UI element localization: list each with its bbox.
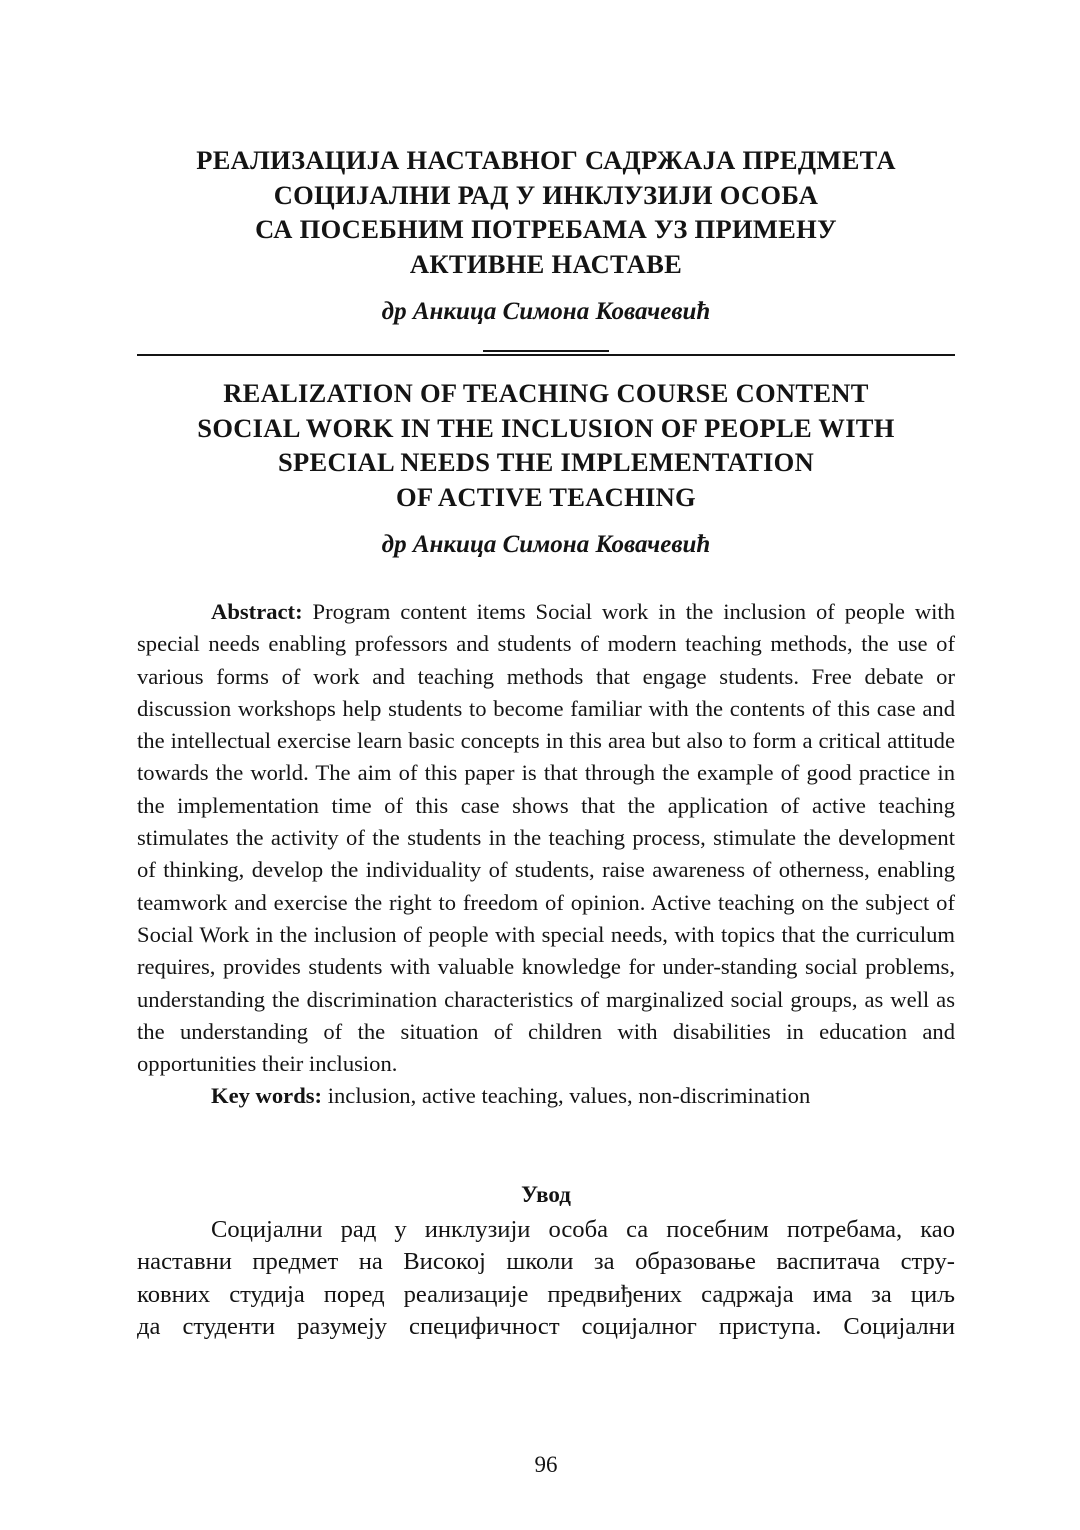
abstract-text: Program content items Social work in the inclusion of people with special needs enabling professors and students of modern teaching methods, the use of various forms of work and teaching methods that engage students. Free debate or discussion workshops help students to become familiar with the contents of this case and the intellectual exercise learn basic concepts in this area but also to form a critical attitude towards the world. The aim of this paper is that through the example of good practice in the implementation time of this case shows that the application of active teaching stimulates the activity of the students in the teaching process, stimulate the development of thinking, develop the individuality of students, raise awareness of otherness, enabling teamwork and exercise the right to freedom of opinion. Active teaching on the subject of Social Work in the inclusion of people with special needs, with topics that the curriculum requires, provides students with valuable knowledge for under-standing social problems, understanding the discrimination characteristics of marginalized social groups, as well as the understanding of the situation of children with disabilities in education and opportunities their inclusion. [137,599,955,1077]
keywords-label: Key words: [211,1083,323,1109]
abstract-section [137,596,955,1113]
intro-line: да студенти разумеју специфичност социјалног приступа. Социјални [137,1312,955,1340]
intro-paragraph [137,1214,955,1343]
abstract-paragraph [137,596,955,1080]
title-serbian-line: СОЦИЈАЛНИ РАД У ИНКЛУЗИЈИ ОСОБА [273,179,819,210]
keywords-text: inclusion, active teaching, values, non-discrimination [327,1083,811,1109]
intro-line: Социјални рад у инклузији особа са посебним потребама, као [211,1216,955,1243]
separator-rule [137,354,955,356]
intro-line: ковних студија поред реализације предвиђених садржаја има за циљ [137,1280,955,1308]
title-english-line: REALIZATION OF TEACHING COURSE CONTENT [223,378,869,408]
title-serbian-line: АКТИВНЕ НАСТАВЕ [409,248,683,279]
title-serbian [137,143,955,281]
author-english: др Анкица Симона Ковачевић [381,531,711,558]
title-serbian-line: РЕАЛИЗАЦИЈА НАСТАВНОГ САДРЖАЈА ПРЕДМЕТА [196,145,896,175]
abstract-label: Abstract: [211,599,303,624]
title-english [137,376,955,514]
separator-rule-accent [483,350,609,352]
page-number: 96 [534,1452,558,1477]
title-english-line: SPECIAL NEEDS THE IMPLEMENTATION [277,447,815,477]
author-serbian: др Анкица Симона Ковачевић [381,298,711,325]
keywords-paragraph [137,1080,955,1112]
intro-heading: Увод [521,1182,571,1207]
title-serbian-line: СА ПОСЕБНИМ ПОТРЕБАМА УЗ ПРИМЕНУ [255,214,837,244]
title-english-line: OF ACTIVE TEACHING [396,481,696,512]
intro-line: наставни предмет на Високој школи за образовање васпитача стру- [137,1248,955,1276]
title-english-line: SOCIAL WORK IN THE INCLUSION OF PEOPLE WITH [197,412,895,443]
